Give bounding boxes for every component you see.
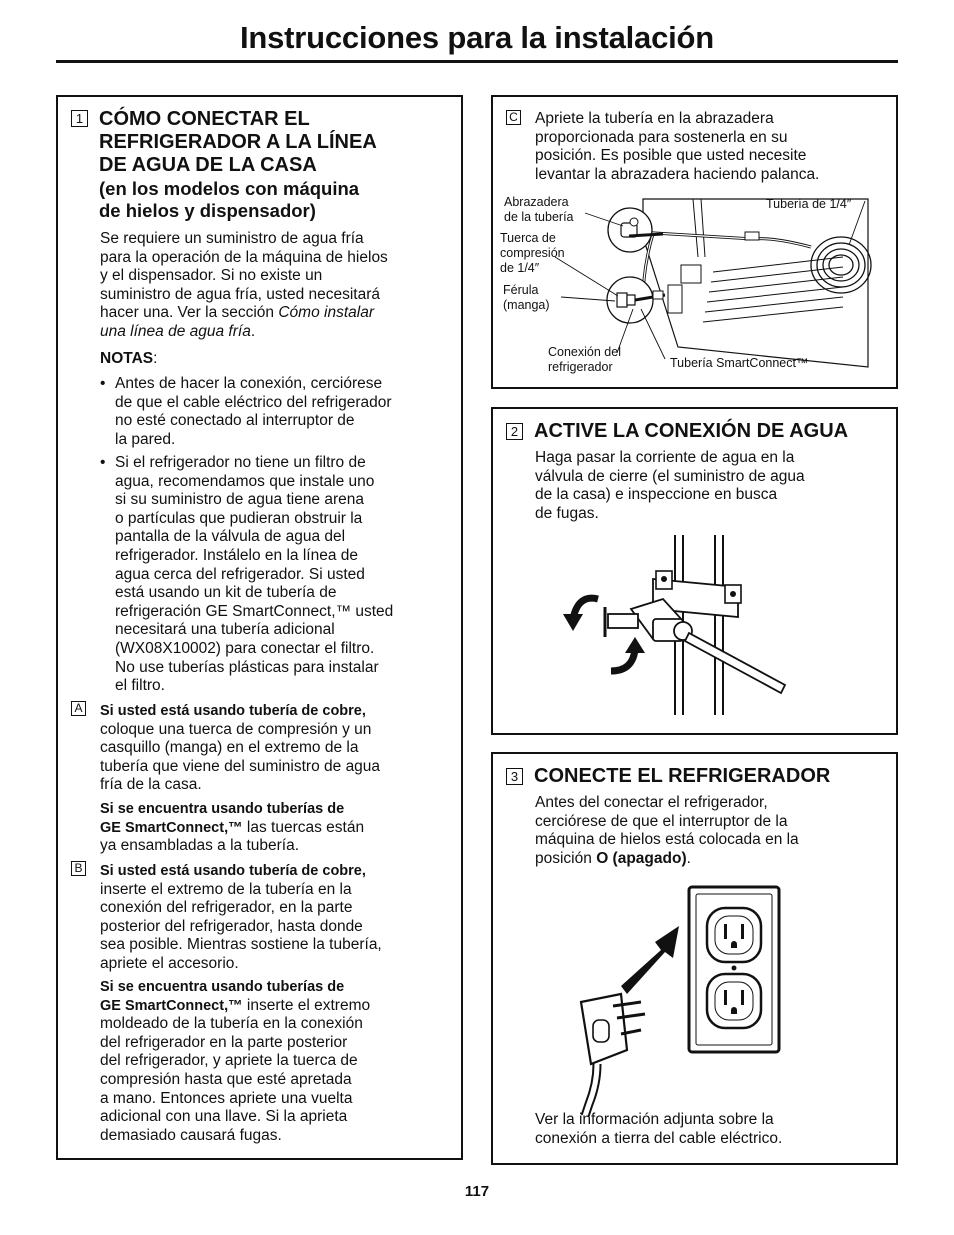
step-c-text: Apriete la tubería en la abrazadera proporcionada para sostenerla en su posición. Es posible que usted necesite levantar la abrazadera haciendo palanca. — [535, 110, 820, 183]
step-b-smartconnect: Si se encuentra usando tuberías de GE SmartConnect,™ inserte el extremo moldeado de la tubería en la conexión del refrigerador en la parte posterior del refrigerador, y apriete la tuerca de compresión hasta que esté apretada a mano. Entonces apriete una vuelta adicional con una llave. Si la aprieta demasiado causará fugas. — [100, 979, 371, 1144]
label-fridge-connection: Conexión del refrigerador — [548, 345, 621, 374]
title-rule — [56, 60, 898, 63]
step-a-text: Si usted está usando tubería de cobre, coloque una tuerca de compresión y un casquillo (manga) en el extremo de la tubería que viene del suministro de agua fría de la casa. — [100, 703, 381, 794]
step-a-smartconnect: Si se encuentra usando tuberías de GE SmartConnect,™ las tuercas están ya ensambladas a la tubería. — [100, 801, 365, 855]
step3-footer: Ver la información adjunta sobre la conexión a tierra del cable eléctrico. — [535, 1111, 783, 1147]
step1-heading: CÓMO CONECTAR EL REFRIGERADOR A LA LÍNEA DE AGUA DE LA CASA — [99, 108, 377, 176]
step2-number: 2 — [506, 423, 523, 440]
step2-heading: ACTIVE LA CONEXIÓN DE AGUA — [534, 420, 849, 442]
step-a-letter: A — [71, 701, 86, 716]
step1-number: 1 — [71, 110, 88, 127]
step1-subheading: (en los modelos con máquina de hielos y dispensador) — [99, 178, 360, 221]
shutoff-valve-illustration — [493, 409, 896, 733]
step-b-letter: B — [71, 861, 86, 876]
note-bullet-2: • Si el refrigerador no tiene un filtro de agua, recomendamos que instale uno si su suministro de agua tiene arena o partículas que pudieran obstruir la pantalla de la válvula de agua del refrigerador. Instálelo en la línea de agua cerca del refrigerador. Si usted está usando un kit de tubería de refrigeración GE SmartConnect,™ usted necesitará una tubería adicional (WX08X10002) para conectar el filtro. No use tuberías plásticas para instalar el filtro. — [100, 454, 394, 695]
label-quarter-tubing: Tubería de 1/4″ — [766, 197, 852, 211]
page-title: Instrucciones para la instalación — [239, 20, 715, 55]
step3-heading: CONECTE EL REFRIGERADOR — [534, 765, 831, 787]
step2-text: Haga pasar la corriente de agua en la válvula de cierre (el suministro de agua de la casa) e inspeccione en busca de fugas. — [535, 449, 805, 522]
step-c-letter: C — [506, 110, 521, 125]
step3-box — [491, 752, 898, 1165]
label-smartconnect-tubing: Tubería SmartConnect™ — [670, 356, 809, 370]
notes-label: NOTAS: — [100, 350, 158, 367]
label-ferrule: Férula (manga) — [503, 283, 550, 312]
step-c-box — [491, 95, 898, 389]
label-compression-nut: Tuerca de compresión de 1/4″ — [500, 231, 565, 275]
bullet-dot: • — [100, 375, 106, 392]
bullet-dot: • — [100, 454, 106, 471]
label-clamp: Abrazadera de la tubería — [504, 195, 574, 224]
note-bullet-1: • Antes de hacer la conexión, cerciórese de que el cable eléctrico del refrigerador no esté conectado al interruptor de la pared. — [100, 375, 392, 448]
step3-text: Antes del conectar el refrigerador, cerciórese de que el interruptor de la máquina de hielos está colocada en la posición O (apagado). — [535, 794, 799, 867]
step1-box — [56, 95, 463, 1160]
step-b-text: Si usted está usando tubería de cobre, inserte el extremo de la tubería en la conexión del refrigerador, en la parte posterior del refrigerador, hasta donde sea posible. Mientras sostiene la tubería, apriete el accesorio. — [100, 863, 382, 972]
step2-box — [491, 407, 898, 735]
outlet-plug-illustration — [493, 754, 896, 1163]
page-number: 117 — [464, 1183, 490, 1200]
step1-intro: Se requiere un suministro de agua fría para la operación de la máquina de hielos y el dispensador. Si no existe un suministro de agua fría, usted necesitará hacer una. Ver la sección Cómo instalar una línea de agua fría. — [100, 230, 388, 340]
step3-number: 3 — [506, 768, 523, 785]
